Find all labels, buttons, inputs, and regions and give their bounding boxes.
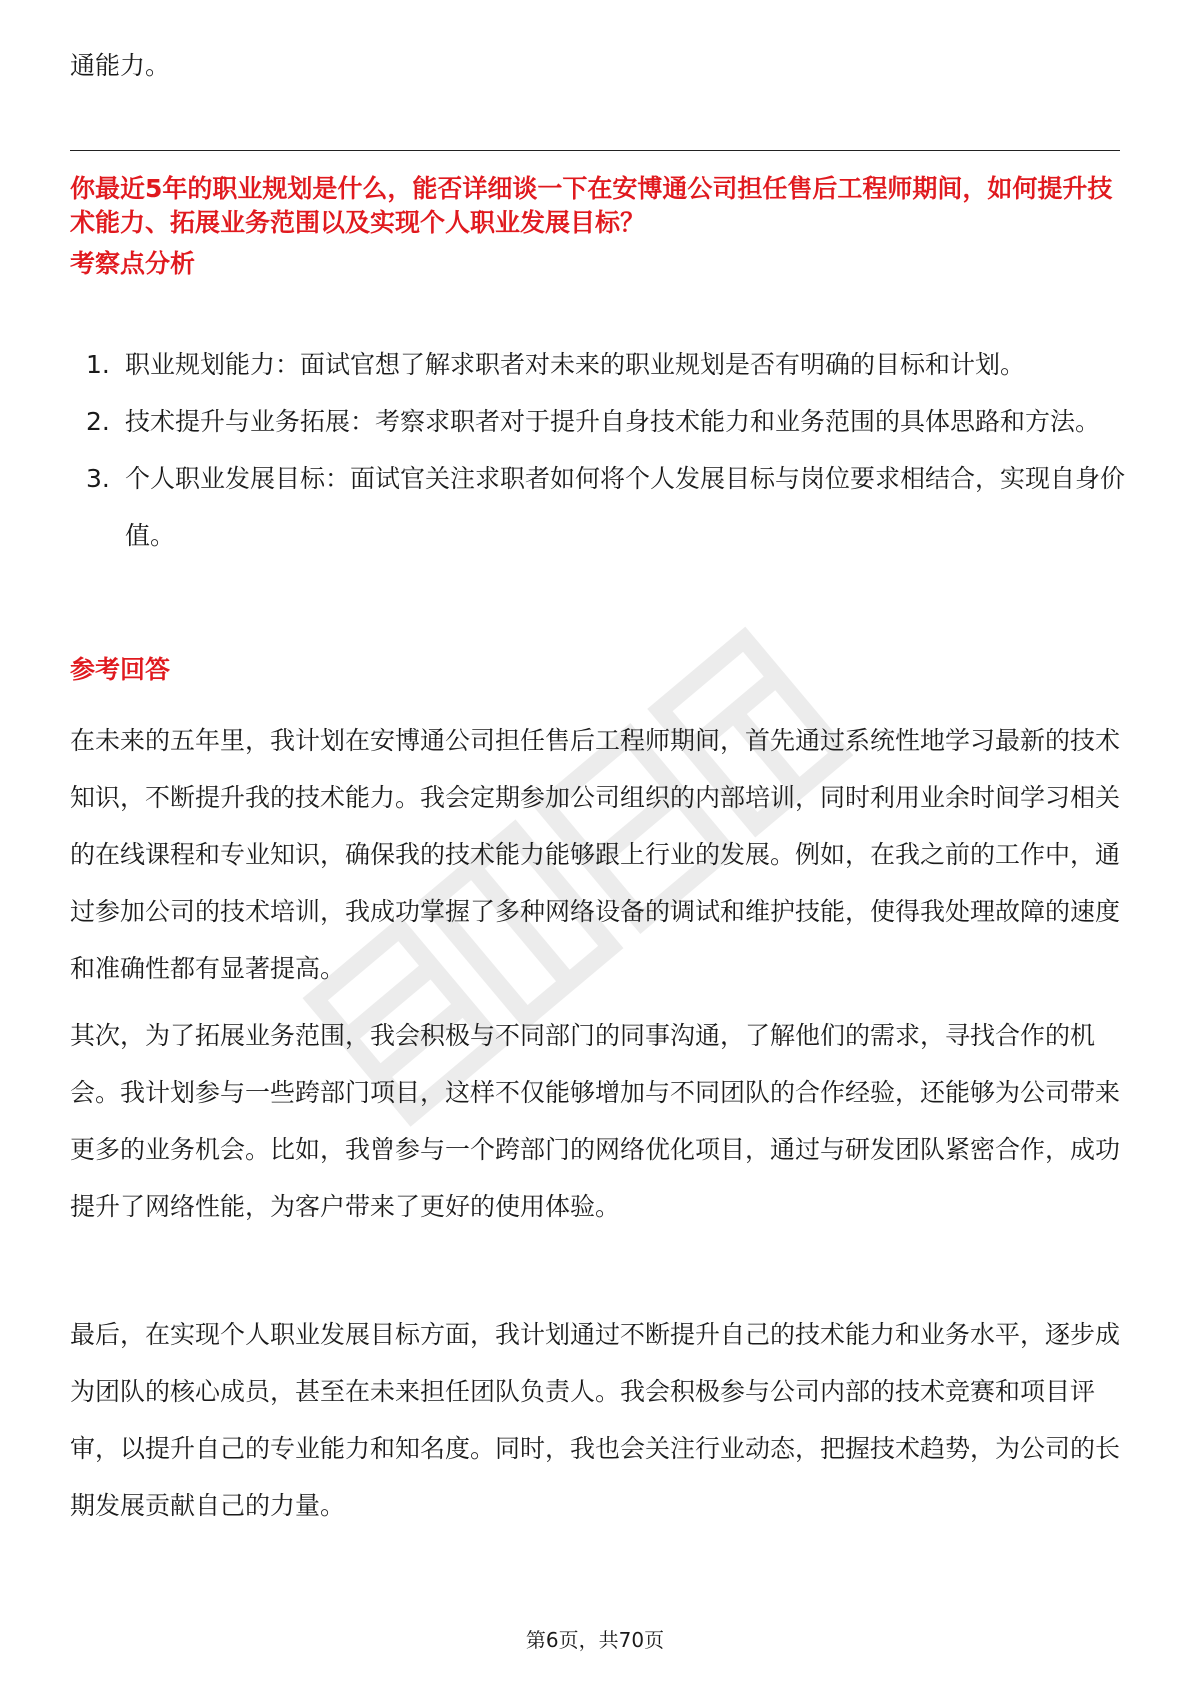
answer-paragraph: 其次，为了拓展业务范围，我会积极与不同部门的同事沟通，了解他们的需求，寻找合作的机会。我计划参与一些跨部门项目，这样不仅能够增加与不同团队的合作经验，还能够为公司带来更多的业务机会。比如，我曾参与一个跨部门的网络优化项目，通过与研发团队紧密合作，成功提升了网络性能，为客户带来了更好的使用体验。 <box>70 1021 1121 1221</box>
list-item-text: 职业规划能力：面试官想了解求职者对未来的职业规划是否有明确的目标和计划。 <box>125 350 1026 379</box>
interview-question: 你最近5年的职业规划是什么，能否详细谈一下在安博通公司担任售后工程师期间，如何提升技术能力、拓展业务范围以及实现个人职业发展目标？ <box>70 174 1113 237</box>
list-item-text: 技术提升与业务拓展：考察求职者对于提升自身技术能力和业务范围的具体思路和方法。 <box>125 407 1101 436</box>
answer-paragraph: 在未来的五年里，我计划在安博通公司担任售后工程师期间，首先通过系统性地学习最新的技术知识，不断提升我的技术能力。我会定期参加公司组织的内部培训，同时利用业余时间学习相关的在线课程和专业知识，确保我的技术能力能够跟上行业的发展。例如，在我之前的工作中，通过参加公司的技术培训，我成功掌握了多种网络设备的调试和维护技能，使得我处理故障的速度和准确性都有显著提高。 <box>70 726 1121 983</box>
list-item <box>70 450 1130 564</box>
list-item <box>70 336 1130 393</box>
analysis-list <box>70 336 1130 564</box>
analysis-heading: 考察点分析 <box>70 249 196 278</box>
list-item <box>70 393 1130 450</box>
list-number: 1. <box>86 350 110 379</box>
answer-paragraph: 最后，在实现个人职业发展目标方面，我计划通过不断提升自己的技术能力和业务水平，逐步成为团队的核心成员，甚至在未来担任团队负责人。我会积极参与公司内部的技术竞赛和项目评审，以提升自己的专业能力和知名度。同时，我也会关注行业动态，把握技术趋势，为公司的长期发展贡献自己的力量。 <box>70 1320 1121 1520</box>
section-divider <box>70 150 1120 151</box>
page-number: 第6页，共70页 <box>525 1628 665 1652</box>
list-item-text: 个人职业发展目标：面试官关注求职者如何将个人发展目标与岗位要求相结合，实现自身价值。 <box>125 464 1126 550</box>
list-number: 3. <box>86 464 110 493</box>
continued-text: 通能力。 <box>70 51 171 80</box>
list-number: 2. <box>86 407 110 436</box>
answer-heading: 参考回答 <box>70 655 171 684</box>
